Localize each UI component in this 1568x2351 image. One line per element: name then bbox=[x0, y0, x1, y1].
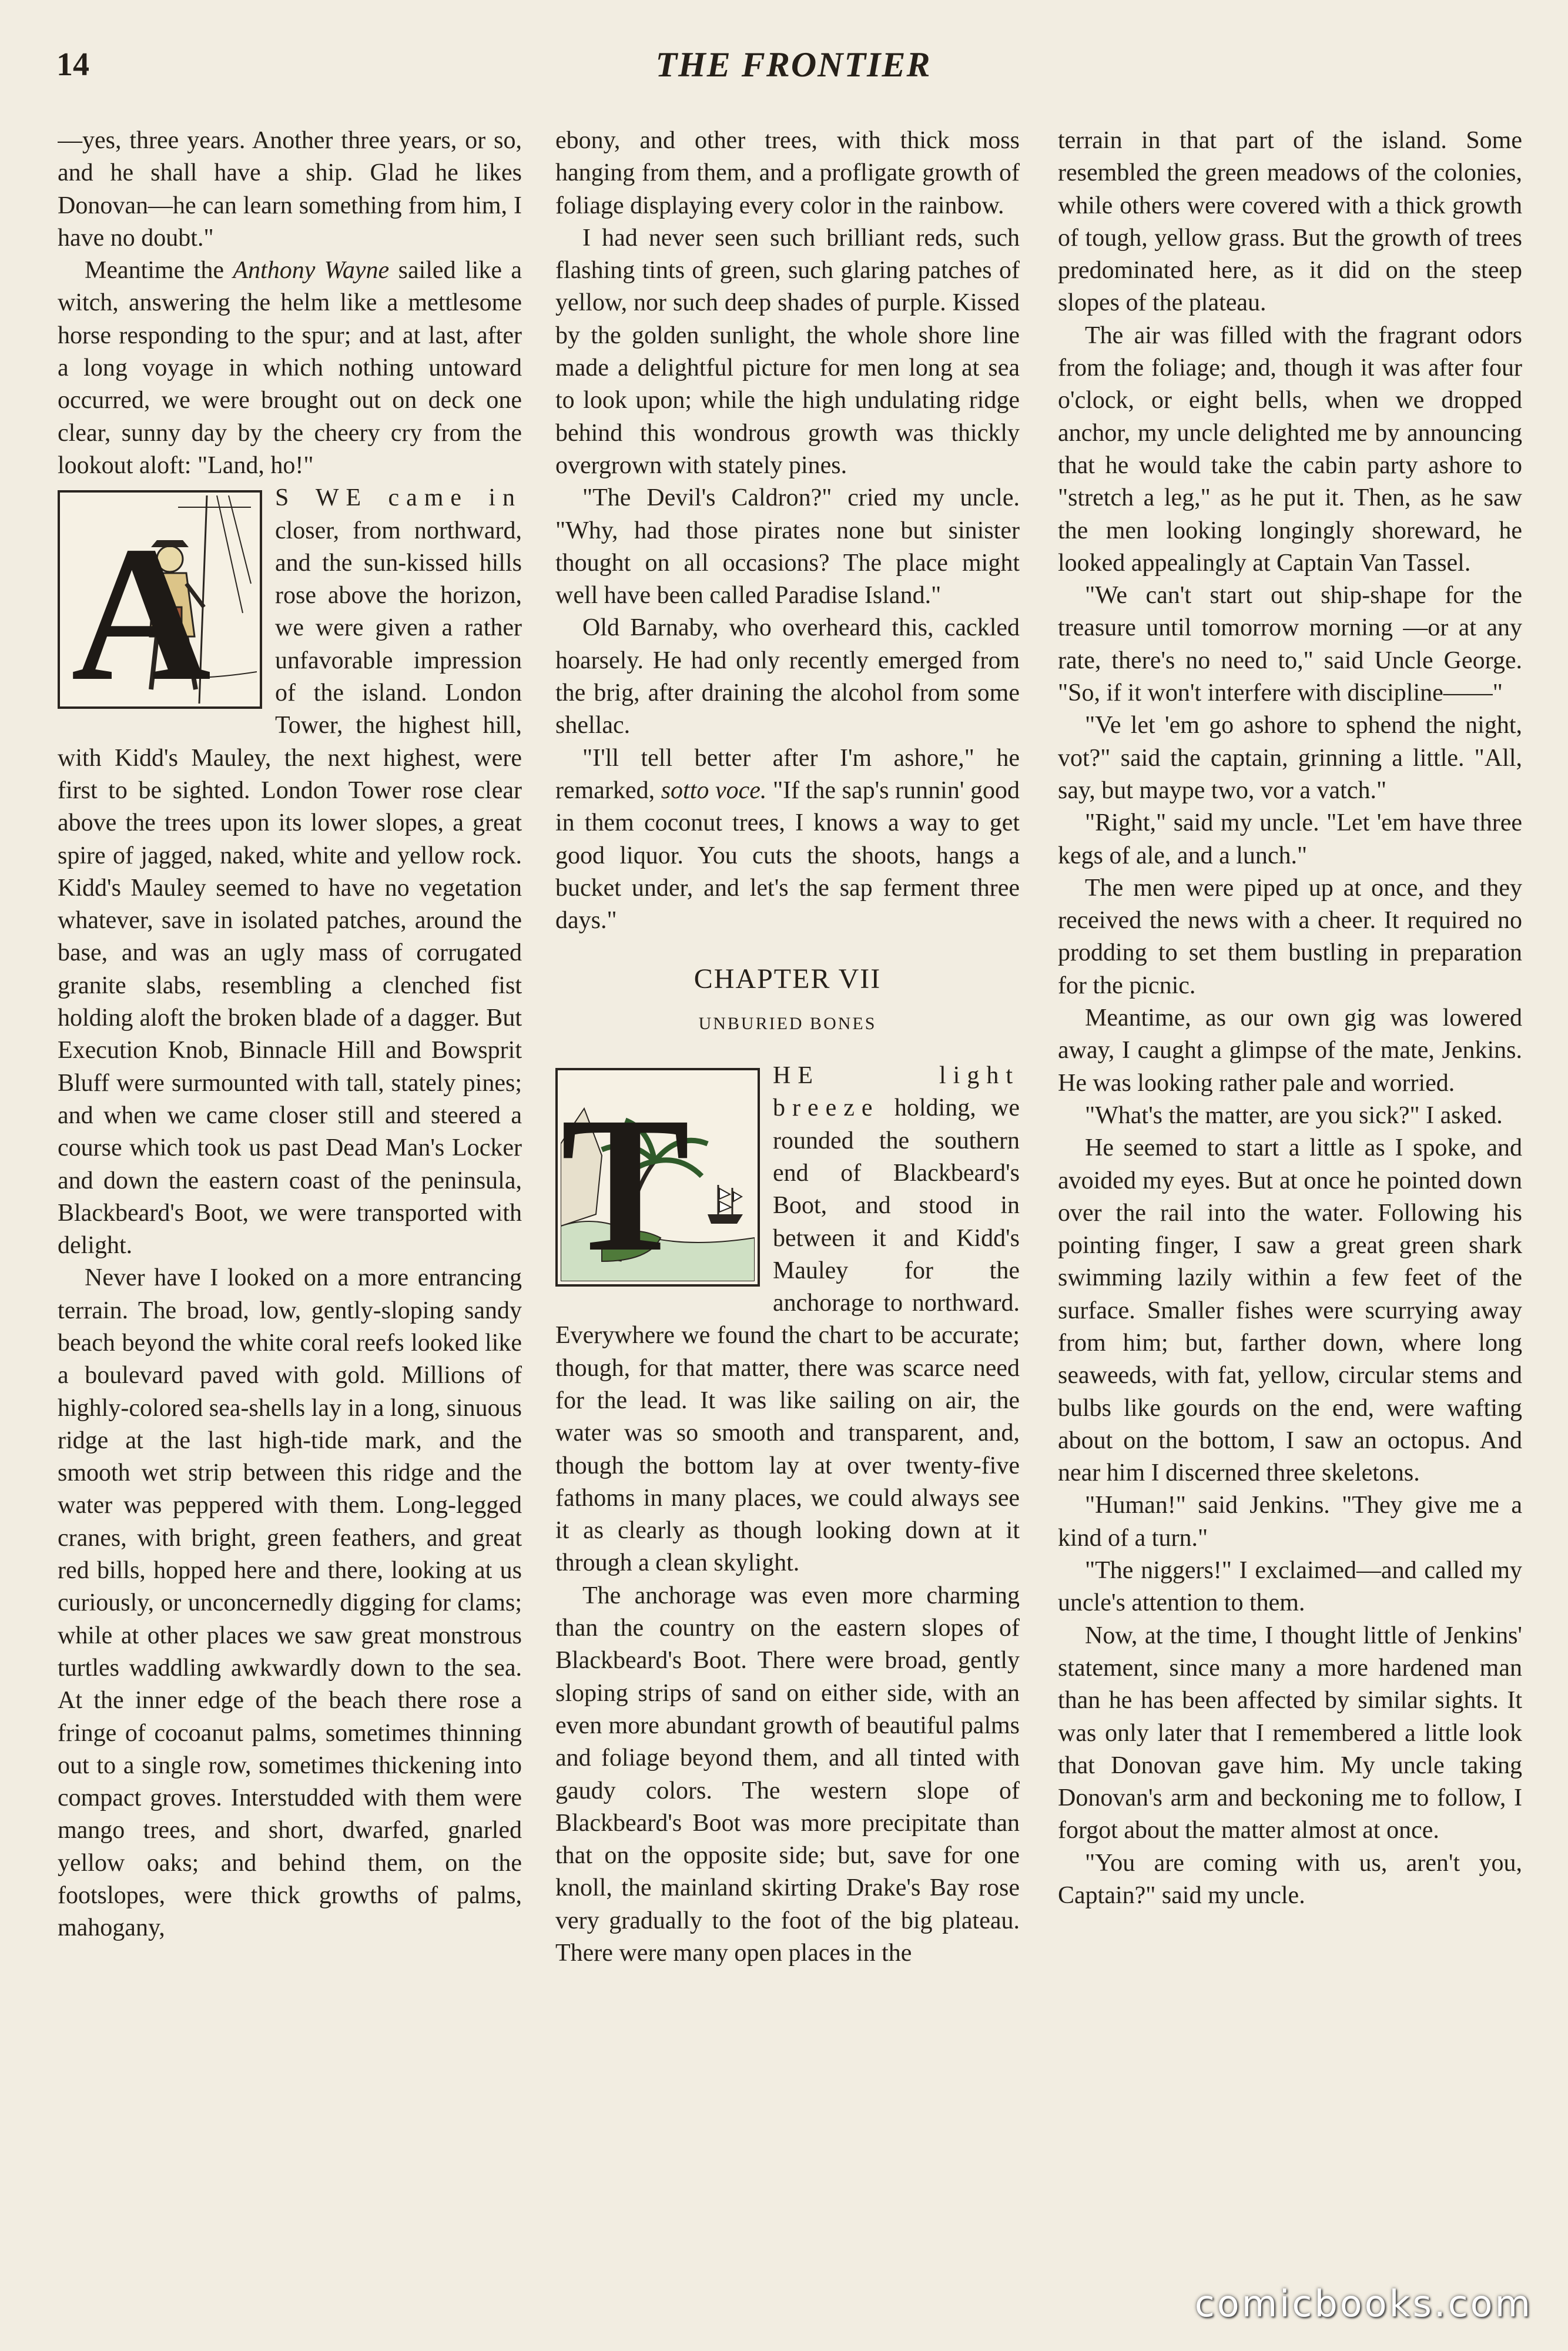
page-number: 14 bbox=[56, 46, 89, 83]
paragraph: "The Devil's Caldron?" cried my uncle. "Why, had those pirates none but sinister thought on all occasions? The place might well have been called Paradise Island." bbox=[555, 484, 1020, 609]
paragraph: S WE came in closer, from northward, and the sun-kissed hills rose above the horizon, we were given a rather unfavorable impression of the island. London Tower, the highest hill, with Kidd's Mauley, the next highest, were first to be sighted. London Tower rose clear above the trees upon its lower slopes, a great spire of jagged, naked, white and yellow rock. Kidd's Mauley seemed to have no vegetation whatever, save in isolated patches, around the base, and was an ugly mass of corrugated granite slabs, resembling a clenched fist holding aloft the broken blade of a dagger. But Execution Knob, Binnacle Hill and Bowsprit Bluff were surmounted with tall, stately pines; and when we came closer still and steered a course which took us past Dead Man's Locker and down the eastern coast of the peninsula, Blackbeard's Boot, we were transported with delight. bbox=[58, 484, 522, 1260]
paragraph: I had never seen such brilliant reds, such flashing tints of green, such glaring patches of yellow, nor such deep shades of purple. Kissed by the golden sunlight, the whole shore line made a delightful picture for men long at sea to look upon; while the high undulating ridge behind this wondrous growth was thickly overgrown with stately pines. bbox=[555, 224, 1020, 479]
chapter-heading: CHAPTER VII bbox=[693, 963, 882, 995]
paragraph: "What's the matter, are you sick?" I asked. bbox=[1085, 1101, 1503, 1129]
paragraph: —yes, three years. Another three years, or so, and he shall have a ship. Glad he likes Donovan—he can learn something from him, I have no doubt." bbox=[58, 127, 522, 252]
paragraph: HE light breeze holding, we rounded the southern end of Blackbeard's Boot, and stood in between it and Kidd's Mauley for the anchorage to northward. Everywhere we found the chart to be accurate; though, for that matter, there was scarce need for the lead. It was like sailing on air, the water was so smooth and transparent, and, though the bottom lay at over twenty-five fathoms in many places, we could always see it as clearly as though looking down at it through a clean skylight. bbox=[555, 1062, 1020, 1577]
paragraph: ebony, and other trees, with thick moss hanging from them, and a profligate growth of foliage displaying every color in the rainbow. bbox=[555, 127, 1020, 219]
paragraph: Never have I looked on a more entrancing terrain. The broad, low, gently-sloping sandy beach beyond the white coral reefs looked like a boulevard paved with gold. Millions of highly-colored sea-shells lay in a long, sinuous ridge at the last high-tide mark, and the smooth wet strip between this ridge and the water was peppered with them. Long-legged cranes, with bright, green feathers, and great red bills, hopped here and there, looking at us curiously, or unconcernedly digging for clams; while at other places we saw great monstrous turtles waddling awkwardly down to the sea. At the inner edge of the beach there rose a fringe of cocoanut palms, sometimes thinning out to a single row, sometimes thickening into compact groves. Interstudded with them were mango trees, and short, dwarfed, gnarled yellow oaks; and behind them, on the footslopes, were thick growths of palms, mahogany, bbox=[58, 1264, 522, 1942]
paragraph: Meantime, as our own gig was lowered away, I caught a glimpse of the mate, Jenkins. He was looking rather pale and worried. bbox=[1058, 1004, 1522, 1097]
paragraph: He seemed to start a little as I spoke, and avoided my eyes. But at once he pointed down over the rail into the water. Following his pointing finger, I saw a great green shark swimming lazily within a few feet of the surface. Smaller fishes were scurrying away from him; but, farther down, where long seaweeds, with fat, yellow, circular stems and bulbs like gourds on the end, were wafting about on the bottom, I saw an octopus. And near him I discerned three skeletons. bbox=[1058, 1134, 1522, 1487]
text-column-3 bbox=[1058, 125, 1522, 2276]
drop-cap-letter: T bbox=[561, 1077, 691, 1282]
chapter-subtitle: UNBURIED BONES bbox=[698, 1013, 877, 1033]
text-column-1 bbox=[58, 125, 522, 2276]
watermark: comicbooks.com bbox=[1194, 2282, 1533, 2325]
paragraph: Meantime the Anthony Wayne sailed like a witch, answering the helm like a mettlesome horse responding to the spur; and at last, after a long voyage in which nothing untoward occurred, we were brought out on deck one clear, sunny day by the cheery cry from the lookout aloft: "Land, ho!" bbox=[58, 257, 522, 479]
drop-cap-letter: A bbox=[71, 507, 212, 704]
text-column-2 bbox=[555, 125, 1020, 2276]
paragraph: "I'll tell better after I'm ashore," he remarked, sotto voce. "If the sap's runnin' good in them coconut trees, I knows a way to get good liquor. You cuts the shoots, hangs a bucket under, and let's the sap ferment three days." bbox=[555, 744, 1020, 935]
running-title: THE FRONTIER bbox=[655, 45, 932, 84]
drop-cap-illustration-a bbox=[58, 490, 262, 709]
paragraph: Now, at the time, I thought little of Jenkins' statement, since many a more hardened man than he has been affected by similar sights. It was only later that I remembered a little look that Donovan gave him. My uncle taking Donovan's arm and beckoning me to follow, I forgot about the matter almost at once. bbox=[1058, 1622, 1522, 1844]
paragraph: "Right," said my uncle. "Let 'em have three kegs of ale, and a lunch." bbox=[1058, 809, 1522, 869]
drop-cap-illustration-t bbox=[555, 1068, 760, 1287]
paragraph: terrain in that part of the island. Some resembled the green meadows of the colonies, while others were covered with a thick growth of tough, yellow grass. But the growth of trees predominated here, as it did on the steep slopes of the plateau. bbox=[1058, 127, 1522, 317]
ship-name: Anthony Wayne bbox=[233, 257, 390, 284]
paragraph: "You are coming with us, aren't you, Captain?" said my uncle. bbox=[1058, 1849, 1522, 1910]
paragraph: The anchorage was even more charming than the country on the eastern slopes of Blackbeard's Boot. There were broad, gently sloping strips of sand on either side, with an even more abundant growth of beautiful palms and foliage beyond them, and all tinted with gaudy colors. The western slope of Blackbeard's Boot was more precipitate than that on the opposite side; but, save for one knoll, the mainland skirting Drake's Bay rose very gradually to the foot of the big plateau. There were many open places in the bbox=[555, 1582, 1020, 1967]
paragraph: "Ve let 'em go ashore to sphend the night, vot?" said the captain, grinning a little. "All, say, but maype two, vor a vatch." bbox=[1058, 712, 1522, 804]
paragraph: The men were piped up at once, and they received the news with a cheer. It required no prodding to set them bustling in preparation for the picnic. bbox=[1058, 874, 1522, 999]
paragraph: "We can't start out ship-shape for the treasure until tomorrow morning —or at any rate, there's no need to," said Uncle George. "So, if it won't interfere with discipline——" bbox=[1058, 582, 1522, 707]
paragraph: Old Barnaby, who overheard this, cackled hoarsely. He had only recently emerged from the brig, after draining the alcohol from some shellac. bbox=[555, 614, 1020, 739]
paragraph: The air was filled with the fragrant odors from the foliage; and, though it was after four o'clock, or eight bells, when we dropped anchor, my uncle delighted me by announcing that he would take the cabin party ashore to "stretch a leg," as he put it. Then, as he saw the men looking longingly shoreward, he looked appealingly at Captain Van Tassel. bbox=[1058, 321, 1522, 577]
paragraph: "Human!" said Jenkins. "They give me a kind of a turn." bbox=[1058, 1492, 1522, 1552]
paragraph: "The niggers!" I exclaimed—and called my uncle's attention to them. bbox=[1058, 1557, 1522, 1617]
